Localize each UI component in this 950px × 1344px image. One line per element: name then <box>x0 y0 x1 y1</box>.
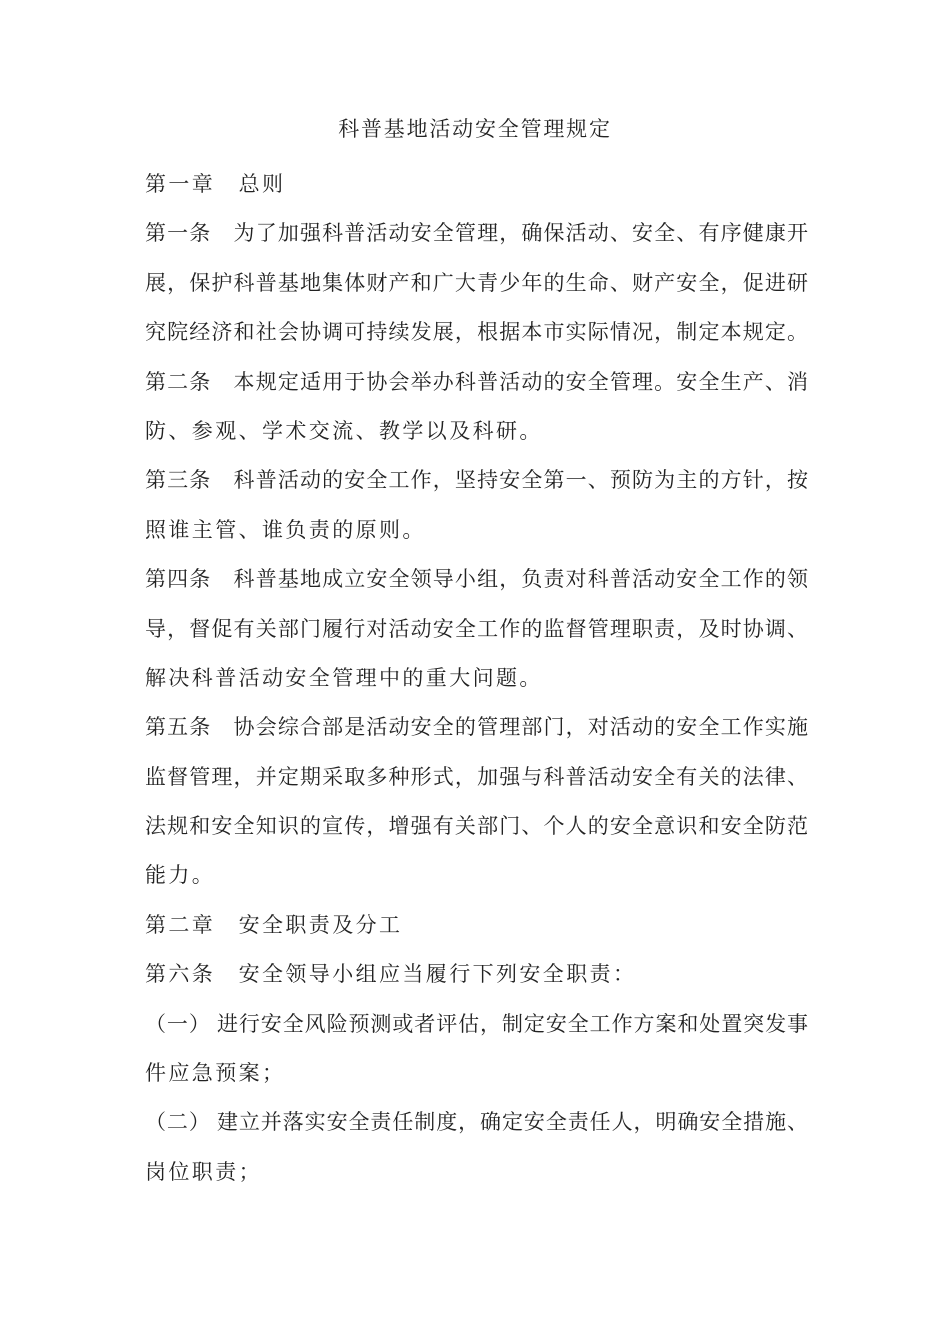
document-body <box>145 160 808 1197</box>
chapter-heading: 第二章 安全职责及分工 <box>145 912 403 937</box>
text-line: 照谁主管、谁负责的原则。 <box>145 517 426 542</box>
text-line: 件应急预案； <box>145 1061 286 1086</box>
document-title: 科普基地活动安全管理规定 <box>338 117 612 141</box>
text-line: 第四条 科普基地成立安全领导小组，负责对科普活动安全工作的领 <box>145 567 808 592</box>
text-line: 能力。 <box>145 863 216 888</box>
text-line: 第五条 协会综合部是活动安全的管理部门，对活动的安全工作实施 <box>145 715 808 740</box>
text-line: 监督管理，并定期采取多种形式，加强与科普活动安全有关的法律、 <box>145 764 808 789</box>
text-line: 岗位职责； <box>145 1159 262 1184</box>
text-line: 解决科普活动安全管理中的重大问题。 <box>145 665 543 690</box>
text-line: 第二条 本规定适用于协会举办科普活动的安全管理。安全生产、消 <box>145 369 808 394</box>
text-line: 究院经济和社会协调可持续发展，根据本市实际情况，制定本规定。 <box>145 320 808 345</box>
text-line: （一） 进行安全风险预测或者评估，制定安全工作方案和处置突发事 <box>145 1011 808 1036</box>
text-line: 第一条 为了加强科普活动安全管理，确保活动、安全、有序健康开 <box>145 221 808 246</box>
text-line: （二） 建立并落实安全责任制度，确定安全责任人，明确安全措施、 <box>145 1110 808 1135</box>
text-line: 第三条 科普活动的安全工作，坚持安全第一、预防为主的方针，按 <box>145 468 808 493</box>
text-line: 导，督促有关部门履行对活动安全工作的监督管理职责，及时协调、 <box>145 616 808 641</box>
chapter-heading: 第一章 总则 <box>145 172 286 196</box>
text-line: 法规和安全知识的宣传，增强有关部门、个人的安全意识和安全防范 <box>145 814 808 839</box>
text-line: 第六条 安全领导小组应当履行下列安全职责： <box>145 962 637 987</box>
text-line: 展，保护科普基地集体财产和广大青少年的生命、财产安全，促进研 <box>145 270 808 295</box>
text-line: 防、参观、学术交流、教学以及科研。 <box>145 418 543 443</box>
